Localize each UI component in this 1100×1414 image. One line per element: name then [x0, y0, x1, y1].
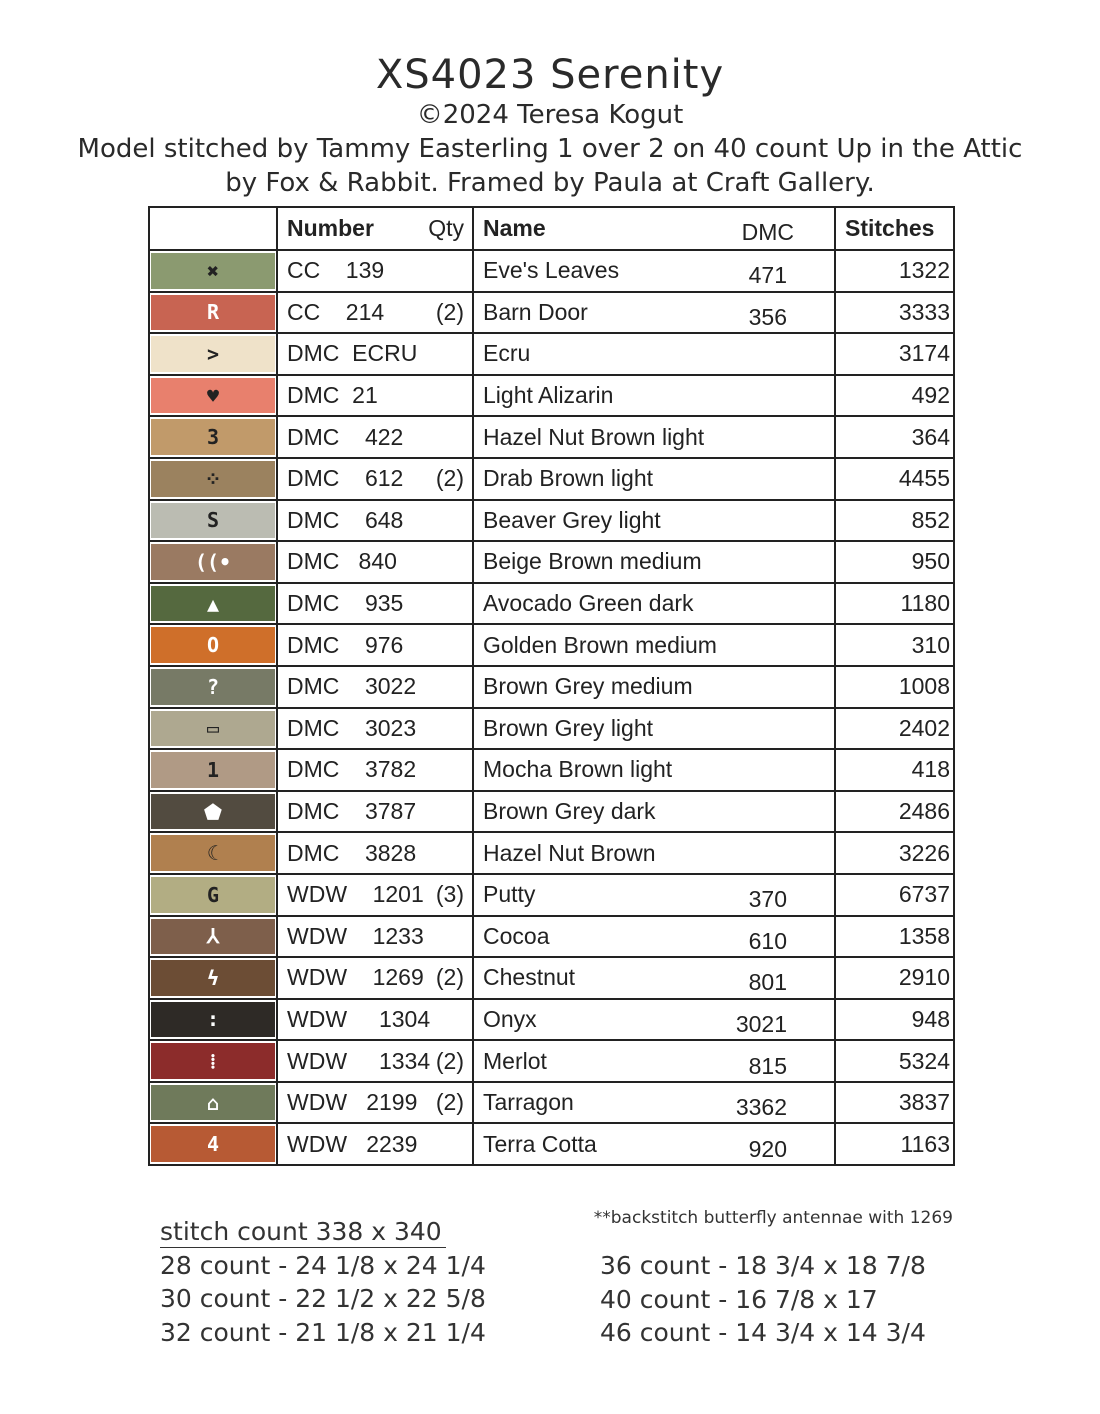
stitch-total: 418: [835, 749, 954, 791]
symbol-cell: [149, 1082, 277, 1124]
color-swatch: [151, 1002, 275, 1038]
thread-number: DMC 976: [287, 631, 404, 658]
thread-number: DMC 3787: [287, 798, 417, 825]
thread-qty: (3): [435, 881, 464, 908]
size-line: 36 count - 18 3/4 x 18 7/8: [600, 1251, 926, 1280]
thread-name: Tarragon: [483, 1089, 574, 1116]
color-swatch: [151, 1126, 275, 1162]
stitch-symbol-icon: ((•: [194, 549, 232, 574]
thread-qty: (2): [435, 1089, 464, 1116]
table-row: [149, 1082, 954, 1124]
stitch-total: 364: [835, 416, 954, 458]
stitch-count: stitch count 338 x 340: [160, 1216, 446, 1248]
table-row: [149, 583, 954, 625]
color-swatch: [151, 669, 275, 705]
color-swatch: [151, 711, 275, 747]
number-header: Number: [287, 215, 374, 241]
color-swatch: [151, 503, 275, 539]
thread-name: Cocoa: [483, 922, 550, 949]
stitch-total: 1180: [835, 583, 954, 625]
thread-number: DMC 935: [287, 590, 404, 617]
thread-name: Brown Grey dark: [483, 798, 656, 825]
backstitch-note: **backstitch butterfly antennae with 1269: [593, 1208, 953, 1228]
thread-name: Terra Cotta: [483, 1130, 597, 1157]
stitch-symbol-icon: ☾: [206, 841, 220, 866]
color-swatch: [151, 1085, 275, 1121]
symbol-cell: [149, 583, 277, 625]
symbol-cell: [149, 957, 277, 999]
thread-name: Beaver Grey light: [483, 506, 661, 533]
thread-name: Light Alizarin: [483, 382, 614, 409]
size-line: 40 count - 16 7/8 x 17: [600, 1284, 878, 1314]
stitch-total: 3174: [835, 333, 954, 375]
stitch-total: 1358: [835, 916, 954, 958]
stitch-symbol-icon: ⬟: [204, 799, 222, 824]
stitch-total: 492: [835, 375, 954, 417]
symbol-cell: [149, 749, 277, 791]
stitch-symbol-icon: 1: [206, 757, 220, 782]
stitch-total: 3837: [835, 1082, 954, 1124]
color-swatch: [151, 1043, 275, 1079]
table-row: [149, 1040, 954, 1082]
stitch-symbol-icon: ⁞: [209, 1048, 217, 1073]
thread-number: WDW 2239: [287, 1130, 418, 1157]
stitch-total: 4455: [835, 458, 954, 500]
dmc-code: 920: [748, 1135, 787, 1162]
stitch-symbol-icon: 4: [206, 1132, 220, 1157]
symbol-cell: [149, 416, 277, 458]
table-row: [149, 1123, 954, 1165]
symbol-cell: [149, 541, 277, 583]
color-swatch: [151, 877, 275, 913]
thread-number: CC 214: [287, 298, 385, 325]
thread-number: DMC 422: [287, 423, 404, 450]
stitch-total: 1322: [835, 250, 954, 292]
color-swatch: [151, 461, 275, 497]
symbol-cell: [149, 916, 277, 958]
thread-name: Onyx: [483, 1005, 537, 1032]
color-swatch: [151, 752, 275, 788]
stitch-symbol-icon: 3: [206, 425, 220, 450]
thread-name: Mocha Brown light: [483, 756, 673, 783]
table-row: [149, 458, 954, 500]
copyright-line: ©2024 Teresa Kogut: [416, 100, 684, 130]
thread-qty: (2): [435, 298, 464, 325]
size-line: 30 count - 22 1/2 x 22 5/8: [160, 1284, 486, 1313]
thread-name: Avocado Green dark: [483, 590, 694, 617]
table-row: [149, 916, 954, 958]
thread-number: WDW 1269: [287, 964, 424, 991]
thread-number: DMC 840: [287, 548, 397, 575]
symbol-cell: [149, 500, 277, 542]
thread-number: DMC 3022: [287, 673, 417, 700]
table-row: [149, 500, 954, 542]
thread-number: WDW 2199: [287, 1089, 418, 1116]
table-row: [149, 957, 954, 999]
color-swatch: [151, 835, 275, 871]
stitch-total: 1008: [835, 666, 954, 708]
dmc-code: 356: [748, 303, 787, 330]
color-swatch: [151, 336, 275, 372]
symbol-cell: [149, 292, 277, 334]
dmc-code: 815: [748, 1052, 787, 1079]
dmc-code: 370: [748, 886, 787, 913]
dmc-code: 801: [748, 969, 787, 996]
stitch-symbol-icon: ?: [206, 674, 220, 699]
name-header: Name: [483, 215, 546, 241]
stitch-symbol-icon: ▭: [206, 716, 220, 741]
color-swatch: [151, 295, 275, 331]
stitch-total: 2402: [835, 708, 954, 750]
sizes-left: [160, 1215, 486, 1349]
stitch-symbol-icon: ⁘: [204, 466, 222, 491]
symbol-cell: [149, 832, 277, 874]
thread-number: WDW 1334: [287, 1047, 431, 1074]
symbol-cell: [149, 999, 277, 1041]
color-swatch: [151, 960, 275, 996]
thread-name: Eve's Leaves: [483, 257, 620, 284]
stitch-total: 3333: [835, 292, 954, 334]
stitch-total: 852: [835, 500, 954, 542]
thread-number: DMC ECRU: [287, 340, 418, 367]
stitch-symbol-icon: ⌂: [206, 1090, 220, 1115]
thread-key-table: [148, 206, 955, 1166]
thread-name: Beige Brown medium: [483, 548, 702, 575]
symbol-cell: [149, 708, 277, 750]
thread-number: DMC 612: [287, 465, 404, 492]
thread-name: Barn Door: [483, 298, 588, 325]
color-swatch: [151, 378, 275, 414]
stitch-symbol-icon: ⅄: [206, 924, 220, 949]
stitch-symbol-icon: R: [206, 300, 220, 325]
stitch-symbol-icon: ϟ: [206, 965, 220, 990]
sizes-right: [600, 1249, 926, 1350]
stitch-symbol-icon: O: [206, 633, 220, 658]
table-row: [149, 708, 954, 750]
symbol-cell: [149, 375, 277, 417]
dmc-code: 610: [748, 927, 787, 954]
model-credit-line-1: Model stitched by Tammy Easterling 1 over 2 on 40 count Up in the Attic: [77, 134, 1023, 164]
symbol-cell: [149, 250, 277, 292]
thread-qty: (2): [435, 964, 464, 991]
qty-header: Qty: [428, 215, 464, 241]
symbol-header: [149, 207, 277, 250]
table-row: [149, 292, 954, 334]
color-swatch: [151, 544, 275, 580]
dmc-header: DMC: [741, 219, 794, 245]
stitch-total: 310: [835, 624, 954, 666]
color-swatch: [151, 586, 275, 622]
table-row: [149, 624, 954, 666]
stitch-total: 948: [835, 999, 954, 1041]
table-row: [149, 832, 954, 874]
dmc-code: 3021: [735, 1010, 787, 1037]
thread-key-body: [149, 250, 954, 1165]
stitch-symbol-icon: ✖: [206, 258, 220, 283]
color-swatch: [151, 253, 275, 289]
thread-number: DMC 3828: [287, 839, 417, 866]
size-line: 32 count - 21 1/8 x 21 1/4: [160, 1317, 486, 1347]
symbol-cell: [149, 1123, 277, 1165]
stitch-total: 2486: [835, 791, 954, 833]
size-line: 46 count - 14 3/4 x 14 3/4: [600, 1318, 926, 1347]
symbol-cell: [149, 1040, 277, 1082]
pattern-title: XS4023 Serenity: [375, 52, 725, 98]
stitch-total: 5324: [835, 1040, 954, 1082]
table-header-row: [149, 207, 954, 250]
symbol-cell: [149, 874, 277, 916]
table-row: [149, 791, 954, 833]
size-line: 28 count - 24 1/8 x 24 1/4: [160, 1250, 486, 1280]
symbol-cell: [149, 666, 277, 708]
thread-name: Brown Grey light: [483, 714, 654, 741]
table-row: [149, 874, 954, 916]
thread-name: Chestnut: [483, 964, 576, 991]
chart-header: [0, 52, 1100, 200]
table-row: [149, 333, 954, 375]
stitches-header: Stitches: [845, 215, 935, 241]
table-row: [149, 666, 954, 708]
table-row: [149, 749, 954, 791]
table-row: [149, 416, 954, 458]
color-swatch: [151, 919, 275, 955]
thread-number: DMC 648: [287, 506, 404, 533]
table-row: [149, 541, 954, 583]
stitch-total: 1163: [835, 1123, 954, 1165]
symbol-cell: [149, 791, 277, 833]
table-row: [149, 375, 954, 417]
thread-number: DMC 21: [287, 382, 378, 409]
thread-number: WDW 1201: [287, 881, 424, 908]
stitch-total: 3226: [835, 832, 954, 874]
stitch-symbol-icon: G: [206, 882, 220, 907]
thread-qty: (2): [435, 1047, 464, 1074]
color-swatch: [151, 794, 275, 830]
thread-name: Golden Brown medium: [483, 631, 717, 658]
thread-name: Ecru: [483, 340, 531, 367]
thread-number: WDW 1304: [287, 1005, 431, 1032]
thread-name: Hazel Nut Brown light: [483, 423, 705, 450]
thread-number: DMC 3782: [287, 756, 417, 783]
model-credit-line-2: by Fox & Rabbit. Framed by Paula at Craft Gallery.: [225, 168, 875, 198]
thread-qty: (2): [435, 465, 464, 492]
thread-name: Merlot: [483, 1047, 547, 1074]
dmc-code: 3362: [735, 1094, 787, 1121]
stitch-symbol-icon: >: [206, 341, 220, 366]
thread-name: Putty: [483, 881, 536, 908]
thread-name: Drab Brown light: [483, 465, 654, 492]
stitch-total: 2910: [835, 957, 954, 999]
thread-number: WDW 1233: [287, 922, 424, 949]
symbol-cell: [149, 458, 277, 500]
symbol-cell: [149, 624, 277, 666]
table-row: [149, 999, 954, 1041]
stitch-symbol-icon: :: [206, 1007, 220, 1032]
symbol-cell: [149, 333, 277, 375]
color-swatch: [151, 419, 275, 455]
stitch-symbol-icon: S: [206, 508, 220, 533]
stitch-symbol-icon: ♥: [206, 383, 220, 408]
stitch-total: 6737: [835, 874, 954, 916]
thread-number: DMC 3023: [287, 714, 417, 741]
thread-name: Brown Grey medium: [483, 673, 693, 700]
color-swatch: [151, 627, 275, 663]
stitch-total: 950: [835, 541, 954, 583]
stitch-symbol-icon: ▲: [206, 591, 220, 616]
thread-name: Hazel Nut Brown: [483, 839, 656, 866]
thread-number: CC 139: [287, 257, 385, 284]
table-row: [149, 250, 954, 292]
dmc-code: 471: [748, 262, 787, 289]
